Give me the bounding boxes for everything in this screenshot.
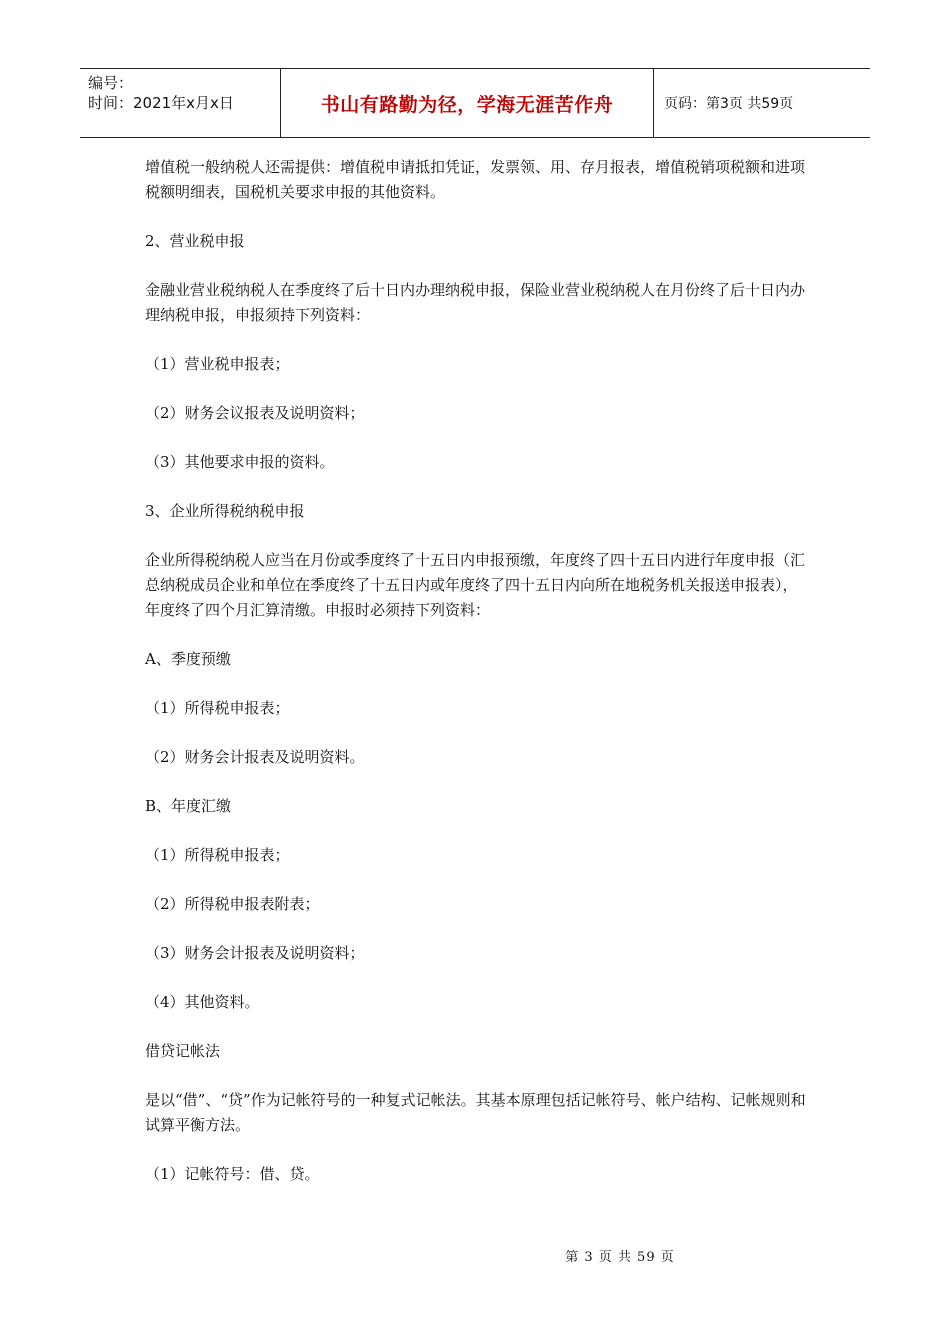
paragraph: 是以“借”、“贷”作为记帐符号的一种复式记帐法。其基本原理包括记帐符号、帐户结构、记帐规则和试算平衡方法。	[145, 1091, 806, 1134]
subsection-heading: B、年度汇缴	[145, 797, 232, 815]
section-heading: 2、营业税申报	[145, 232, 245, 250]
list-item: （1）营业税申报表；	[145, 355, 290, 373]
list-item: （4）其他资料。	[145, 993, 260, 1011]
date-label: 时间：2021年x月x日	[88, 94, 234, 112]
document-header	[80, 68, 870, 138]
paragraph: 金融业营业税纳税人在季度终了后十日内办理纳税申报，保险业营业税纳税人在月份终了后十日内办 理纳税申报，申报须持下列资料：	[145, 281, 815, 324]
list-item: （2）财务会议报表及说明资料；	[145, 404, 365, 422]
list-item: （1）所得税申报表；	[145, 699, 290, 717]
paragraph: 增值税一般纳税人还需提供：增值税申请抵扣凭证，发票领、用、存月报表，增值税销项税额和进项 税额明细表，国税机关要求申报的其他资料。	[145, 158, 815, 201]
section-heading: 3、企业所得税纳税申报	[145, 502, 305, 520]
list-item: （1）记帐符号：借、贷。	[145, 1165, 320, 1183]
header-page-info: 页码：第3页 共59页	[664, 96, 794, 112]
list-item: （2）所得税申报表附表；	[145, 895, 320, 913]
section-heading: 借贷记帐法	[145, 1042, 221, 1060]
page-footer: 第 3 页 共 59 页	[565, 1250, 675, 1265]
list-item: （2）财务会计报表及说明资料。	[145, 748, 365, 766]
header-meta-cell	[80, 69, 281, 137]
subsection-heading: A、季度预缴	[145, 650, 231, 668]
list-item: （3）财务会计报表及说明资料；	[145, 944, 365, 962]
serial-number-label: 编号：	[88, 74, 134, 92]
list-item: （1）所得税申报表；	[145, 846, 290, 864]
document-body	[145, 155, 815, 1187]
header-motto: 书山有路勤为径，学海无涯苦作舟	[281, 69, 654, 137]
paragraph: 企业所得税纳税人应当在月份或季度终了十五日内申报预缴，年度终了四十五日内进行年度申报（汇 总纳税成员企业和单位在季度终了十五日内或年度终了四十五日内向所在地税务机关报送申报表）， 年度终了四个月汇算清缴。申报时必须持下列资料：	[145, 551, 815, 619]
list-item: （3）其他要求申报的资料。	[145, 453, 335, 471]
